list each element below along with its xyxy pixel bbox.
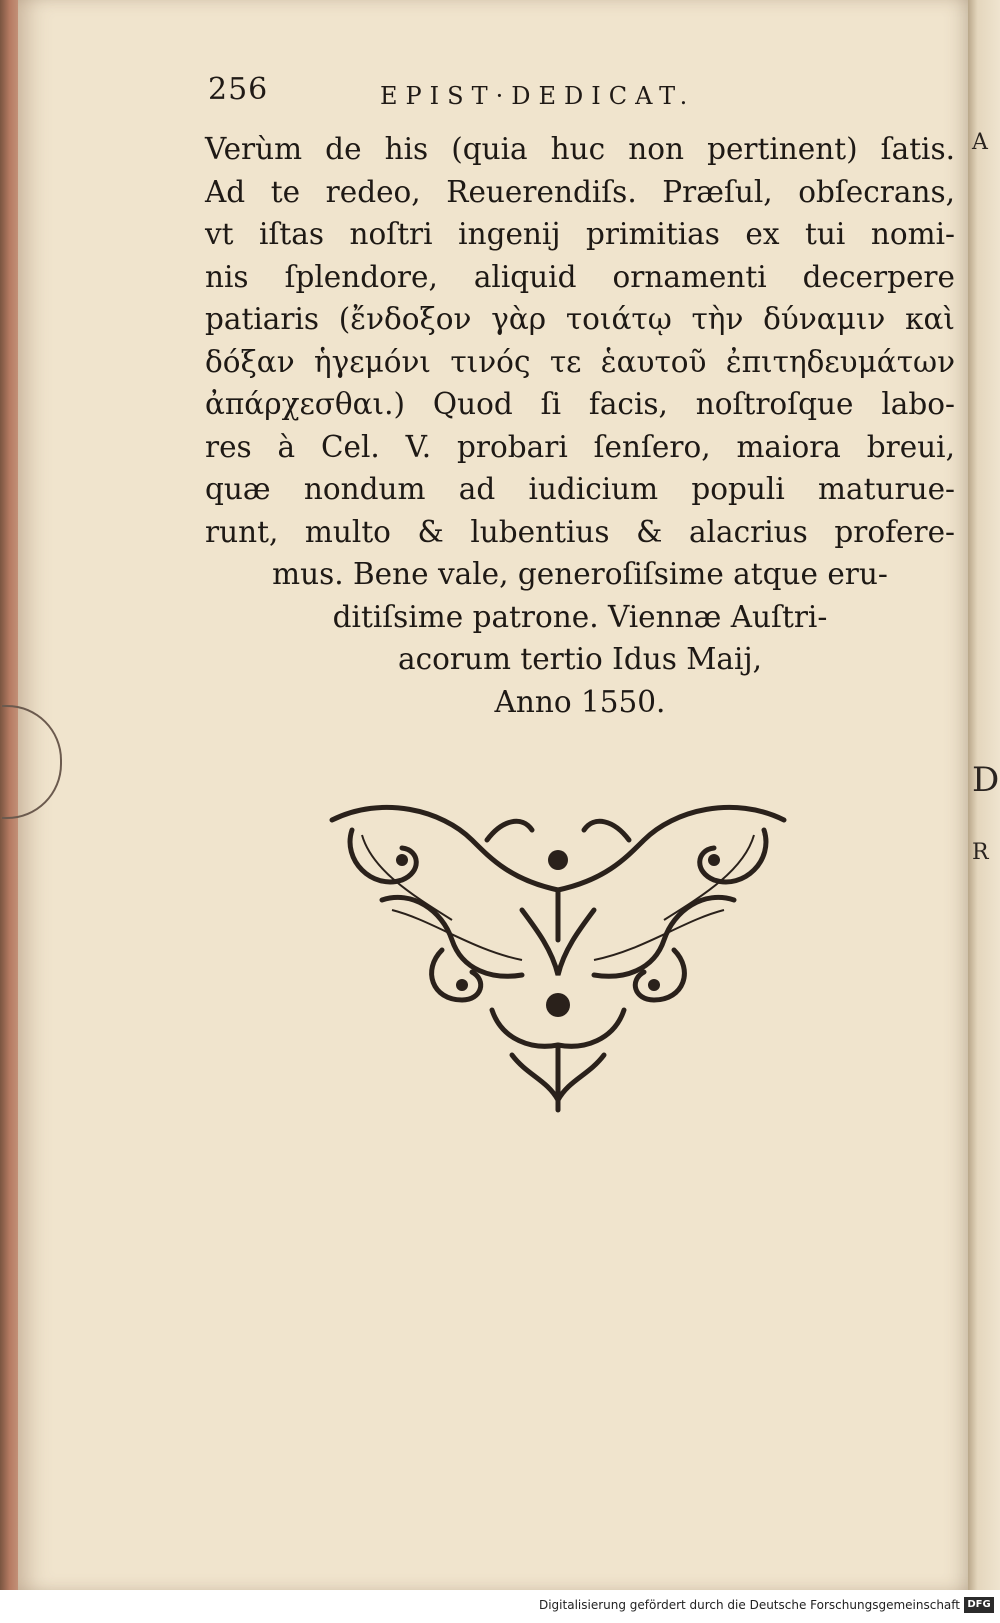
text-line: mus. Bene vale, generoſiſsime atque eru- (272, 557, 888, 591)
text-line: runt, multo & lubentius & alacrius profere- (205, 514, 955, 549)
text-line: nis ſplendore, aliquid ornamenti decerpere (205, 259, 955, 294)
facing-page-fragment: D (972, 760, 1000, 800)
text-line: Verùm de his (quia huc non pertinent) ſatis. (205, 132, 955, 166)
page-number: 256 (208, 72, 269, 107)
page-header (208, 72, 768, 116)
text-line: Anno 1550. (494, 684, 666, 719)
facing-page-fragment: A (972, 130, 988, 155)
running-title: EPIST·DEDICAT. (380, 82, 696, 110)
dedication-text (205, 128, 955, 723)
dfg-logo: DFG (964, 1597, 994, 1613)
text-line: vt iſtas noſtri ingenij primitias ex tui nomi- (205, 217, 955, 251)
text-line: ἀπάρχεσθαι.) Quod ſi facis, noſtroſque labo- (205, 387, 955, 421)
text-line: ditiſsime patrone. Viennæ Auſtri- (332, 599, 828, 634)
text-line: patiaris (ἔνδοξον γὰρ τοιάτῳ τὴν δύναμιν καὶ (205, 302, 955, 336)
text-line: acorum tertio Idus Maij, (398, 642, 762, 676)
facing-page-fragment: R (972, 840, 989, 865)
footer (0, 1590, 1000, 1623)
text-line: Ad te redeo, Reuerendiſs. Præſul, obſecrans, (205, 174, 955, 209)
text-line: δόξαν ἡγεμόνι τινός τε ἑαυτοῦ ἐπιτηδευμάτων (205, 344, 955, 379)
text-line: res à Cel. V. probari ſenſero, maiora breui, (205, 429, 955, 464)
digitization-credit: Digitalisierung gefördert durch die Deutsche Forschungsgemeinschaft (538, 1598, 960, 1612)
text-line: quæ nondum ad iudicium populi maturue- (205, 472, 955, 506)
floral-tailpiece-icon (322, 800, 794, 1114)
